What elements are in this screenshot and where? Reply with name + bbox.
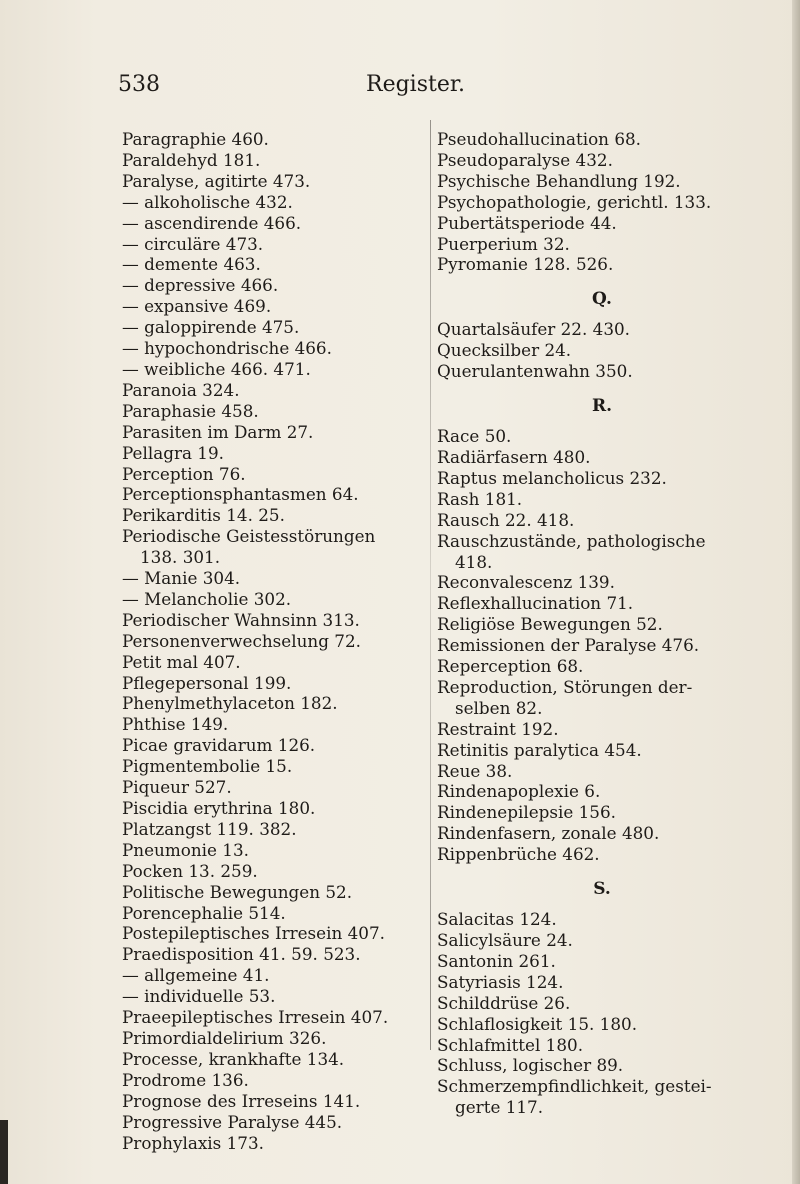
index-entry: Rippenbrüche 462. xyxy=(437,844,600,865)
index-entry: Psychopathologie, gerichtl. 133. xyxy=(437,191,712,212)
running-title: Register. xyxy=(366,72,465,97)
index-entry: Postepileptisches Irresein 407. xyxy=(122,923,385,944)
index-entry: — circuläre 473. xyxy=(122,233,264,254)
section-letter-q: Q. xyxy=(592,289,612,310)
index-entry: — expansive 469. xyxy=(122,296,272,317)
page-number: 538 xyxy=(118,72,160,97)
index-entry: Pseudohallucination 68. xyxy=(437,129,642,149)
index-entry: Pubertätsperiode 44. xyxy=(437,212,617,233)
index-entry: Piscidia erythrina 180. xyxy=(122,798,316,818)
index-entry: Puerperium 32. xyxy=(437,233,570,254)
index-entry: Radiärfasern 480. xyxy=(437,446,591,467)
index-entry: Perception 76. xyxy=(122,463,246,484)
index-entry: — depressive 466. xyxy=(122,275,279,296)
index-entry: 418. xyxy=(455,551,493,572)
index-entry: Salicylsäure 24. xyxy=(437,930,573,950)
index-entry: Perikarditis 14. 25. xyxy=(122,505,285,526)
index-entry: Platzangst 119. 382. xyxy=(122,818,297,839)
index-entry: Pocken 13. 259. xyxy=(122,860,258,881)
index-entry: Schilddrüse 26. xyxy=(437,992,571,1013)
index-entry: Reproduction, Störungen der- xyxy=(437,676,693,697)
index-entry: Prophylaxis 173. xyxy=(122,1132,264,1153)
index-entry: Reperception 68. xyxy=(437,656,584,677)
section-letter-s: S. xyxy=(593,879,611,900)
index-entry: Religiöse Bewegungen 52. xyxy=(437,614,663,635)
index-entry: Pseudoparalyse 432. xyxy=(437,149,613,170)
index-entry: — weibliche 466. 471. xyxy=(122,358,311,379)
index-entry: Pigmentembolie 15. xyxy=(122,756,293,777)
index-entry: Praedisposition 41. 59. 523. xyxy=(122,944,361,965)
index-entry: Praeepileptisches Irresein 407. xyxy=(122,1007,389,1028)
s-entries-group xyxy=(437,909,767,1118)
index-entry: Pellagra 19. xyxy=(122,442,224,463)
index-entry: — allgemeine 41. xyxy=(122,965,270,986)
index-entry: Retinitis paralytica 454. xyxy=(437,739,642,760)
index-entry: selben 82. xyxy=(455,697,543,718)
index-entry: — demente 463. xyxy=(122,254,261,275)
index-entry: Piqueur 527. xyxy=(122,777,232,798)
index-entry: Periodischer Wahnsinn 313. xyxy=(122,609,360,630)
index-entry: Paraphasie 458. xyxy=(122,400,259,421)
p-entries-group xyxy=(437,129,767,275)
index-entry: — galoppirende 475. xyxy=(122,317,300,338)
index-entry: Porencephalie 514. xyxy=(122,902,286,923)
index-entry: Perceptionsphantasmen 64. xyxy=(122,484,359,505)
index-entry: Quecksilber 24. xyxy=(437,340,572,361)
index-entry: Parasiten im Darm 27. xyxy=(122,421,314,442)
index-entry: Pneumonie 13. xyxy=(122,839,249,860)
index-entry: Paranoia 324. xyxy=(122,379,240,400)
binding-mark xyxy=(0,1120,8,1184)
index-entry: Rindenapoplexie 6. xyxy=(437,781,601,802)
index-entry: Pflegepersonal 199. xyxy=(122,672,292,693)
index-entry: Restraint 192. xyxy=(437,718,559,739)
column-divider xyxy=(430,120,431,1050)
index-entry: Personenverwechselung 72. xyxy=(122,630,361,651)
index-entry: 138. 301. xyxy=(140,547,221,568)
index-entry: Paragraphie 460. xyxy=(122,129,269,149)
index-entry: Reflexhallucination 71. xyxy=(437,593,634,614)
index-entry: Phthise 149. xyxy=(122,714,229,735)
index-entry: — Melancholie 302. xyxy=(122,588,292,609)
index-entry: Paralyse, agitirte 473. xyxy=(122,170,311,191)
index-column-right xyxy=(437,129,767,1118)
index-entry: Rausch 22. 418. xyxy=(437,509,575,530)
index-entry: Rindenepilepsie 156. xyxy=(437,802,616,823)
index-entry: Satyriasis 124. xyxy=(437,971,564,992)
index-entry: Rash 181. xyxy=(437,488,523,509)
index-entry: Psychische Behandlung 192. xyxy=(437,170,681,191)
index-entry: Reconvalescenz 139. xyxy=(437,572,615,593)
index-entry: gerte 117. xyxy=(455,1097,544,1118)
index-entry: Schluss, logischer 89. xyxy=(437,1055,624,1076)
index-entry: Primordialdelirium 326. xyxy=(122,1027,327,1048)
index-entry: Rindenfasern, zonale 480. xyxy=(437,823,660,844)
q-entries-group xyxy=(437,319,767,382)
index-entry: Processe, krankhafte 134. xyxy=(122,1048,345,1069)
index-entry: Politische Bewegungen 52. xyxy=(122,881,353,902)
index-entry: — Manie 304. xyxy=(122,568,241,589)
index-entry: Pyromanie 128. 526. xyxy=(437,254,614,275)
index-entry: Remissionen der Paralyse 476. xyxy=(437,635,700,656)
index-entry: — alkoholische 432. xyxy=(122,191,293,212)
r-entries-group xyxy=(437,426,767,865)
index-entry: Progressive Paralyse 445. xyxy=(122,1111,343,1132)
index-entry: Prodrome 136. xyxy=(122,1069,249,1090)
index-entry: Paraldehyd 181. xyxy=(122,149,261,170)
section-letter-r: R. xyxy=(591,396,613,417)
index-entry: Picae gravidarum 126. xyxy=(122,735,316,756)
index-entry: Quartalsäufer 22. 430. xyxy=(437,319,631,340)
index-entry: Race 50. xyxy=(437,426,512,447)
index-entry: Reue 38. xyxy=(437,760,513,781)
index-entry: Schlaflosigkeit 15. 180. xyxy=(437,1013,638,1034)
page-edge xyxy=(792,0,800,1184)
index-entry: Schmerzempfindlichkeit, gestei- xyxy=(437,1076,712,1097)
index-entry: Schlafmittel 180. xyxy=(437,1034,584,1055)
index-entry: — hypochondrische 466. xyxy=(122,338,332,359)
index-entry: Querulantenwahn 350. xyxy=(437,361,633,382)
index-entry: Santonin 261. xyxy=(437,950,556,971)
index-entry: — individuelle 53. xyxy=(122,986,276,1007)
index-entry: Salacitas 124. xyxy=(437,909,557,930)
index-column-left xyxy=(122,129,422,1153)
index-entry: Prognose des Irreseins 141. xyxy=(122,1090,361,1111)
index-entry: Petit mal 407. xyxy=(122,651,241,672)
index-entry: — ascendirende 466. xyxy=(122,212,302,233)
index-entry: Rauschzustände, pathologische xyxy=(437,530,706,551)
index-entry: Raptus melancholicus 232. xyxy=(437,467,667,488)
index-entry: Phenylmethylaceton 182. xyxy=(122,693,338,714)
index-entry: Periodische Geistesstörungen xyxy=(122,526,376,547)
